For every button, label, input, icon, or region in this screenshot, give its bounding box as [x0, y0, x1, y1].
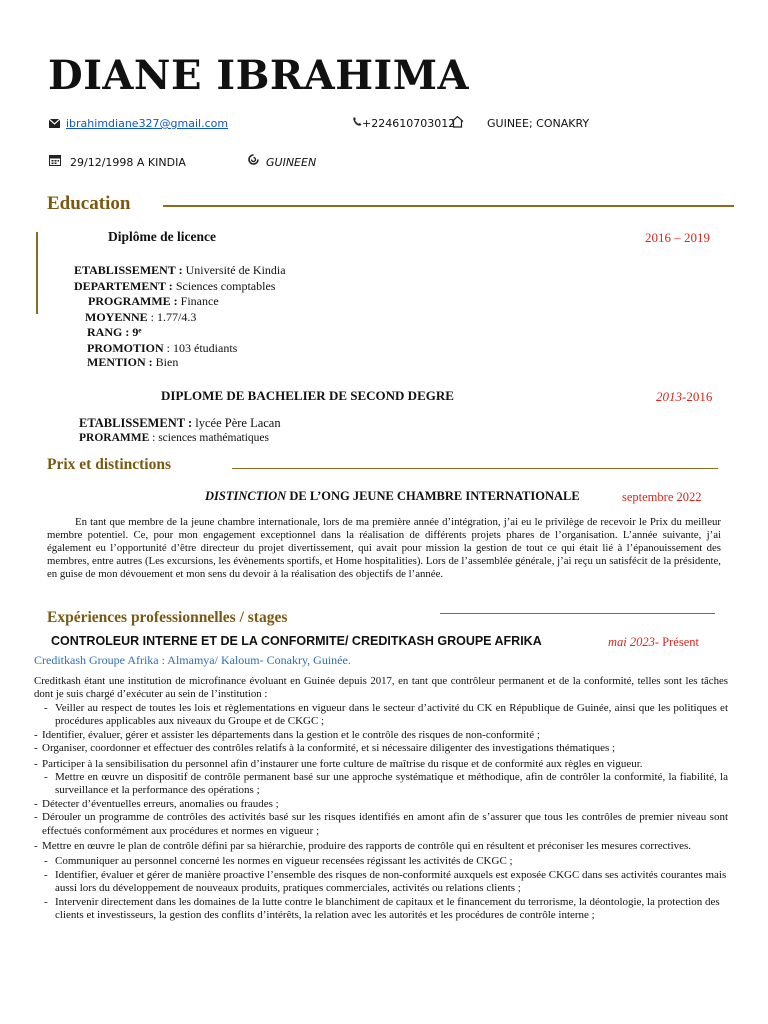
experience-rule: [440, 613, 715, 614]
detail-row: [74, 355, 286, 371]
company-location: Creditkash Groupe Afrika : Almamya/ Kaloum- Conakry, Guinée.: [34, 653, 351, 667]
degree2-details: [79, 416, 281, 446]
detail-value: : sciences mathématiques: [149, 432, 270, 444]
education-rule: [163, 205, 734, 207]
phone-number: +224610703012: [362, 117, 456, 130]
detail-label: RANG : 9ᵉ: [87, 325, 142, 339]
detail-row: [74, 341, 286, 357]
calendar-icon: [49, 154, 61, 166]
detail-label: MENTION :: [87, 355, 153, 369]
home-icon: [451, 115, 464, 128]
detail-label: ETABLISSEMENT :: [74, 263, 183, 277]
nationality-icon: [248, 154, 259, 165]
detail-label: MOYENNE: [85, 309, 148, 324]
candidate-name: DIANE IBRAHIMA: [48, 52, 470, 99]
job-date-italic: mai 2023: [608, 635, 655, 649]
detail-value: Finance: [177, 294, 219, 308]
task-text: Participer à la sensibilisation du personnel afin d’instaurer une forte culture de maîtrise du risque et de conformité aux règles en vigueur.: [42, 757, 643, 770]
detail-label: PROMOTION: [87, 340, 164, 355]
task-text: Mettre en œuvre le plan de contrôle défini par sa hiérarchie, produire des rapports de contrôle qui en résultent et préconiser les mesures correctives.: [42, 840, 692, 853]
task-text: Organiser, coordonner et effectuer des contrôles relatifs à la conformité, et si nécessaire diligenter des investigations thématiques ;: [42, 742, 616, 755]
detail-label: DEPARTEMENT :: [74, 278, 173, 293]
job-date: [608, 635, 699, 650]
degree1-title: Diplôme de licence: [108, 229, 216, 244]
award-heading-italic: DISTINCTION: [205, 489, 287, 503]
detail-value: Université de Kindia: [182, 263, 286, 277]
job-date-rest: - Présent: [654, 635, 699, 649]
nationality: GUINEEN: [266, 156, 317, 169]
task-text: Dérouler un programme de contrôles des activités basé sur les risques identifiés en amont afin de s’assurer que tous les contrôles de premier niveau sont effectués conformément aux procédures et normes en vigueur ;: [42, 811, 728, 837]
list-item: - Détecter d’éventuelles erreurs, anomalies ou fraudes ;: [34, 797, 279, 810]
detail-row: [74, 263, 286, 279]
job-title: CONTROLEUR INTERNE ET DE LA CONFORMITE/ CREDITKASH GROUPE AFRIKA: [51, 634, 542, 648]
award-date: septembre 2022: [622, 490, 702, 504]
task-text: Communiquer au personnel concerné les normes en vigueur recensées régissant les activités de CKGC ;: [55, 855, 513, 868]
task-text: Détecter d’éventuelles erreurs, anomalies ou fraudes ;: [42, 797, 279, 810]
task-text: Identifier, évaluer et gérer de manière proactive l’ensemble des risques de non-conformité auxquels est exposée CKGC dans ses activités courantes mais aussi lors du développement de nouveaux produits, pratiques commerciales, activités ou relations clients ;: [55, 868, 727, 895]
degree2-date-start: 2013: [656, 389, 682, 404]
degree1-details: [74, 263, 286, 371]
task-text: Identifier, évaluer, gérer et assister les départements dans la gestion et le contrôle des risques de non-conformité ;: [42, 728, 540, 741]
list-item: - Veiller au respect de toutes les lois et règlementations en vigueur dans le secteur d’activité du CK en République de Guinée, ainsi que les politiques et procédures applicables aux niveaux du Groupe et de CKGC ;: [44, 702, 728, 728]
award-heading: [205, 489, 580, 504]
list-item: - Intervenir directement dans les domaines de la lutte contre le blanchiment de capitaux et le financement du terrorisme, la déontologie, la protection des clients et investisseurs, la gestion des conflits d’intérêts, la relation avec les autorités et les procédures de contrôle interne ;: [44, 895, 720, 922]
detail-value: : 1.77/4.3: [147, 309, 197, 324]
task-text: Veiller au respect de toutes les lois et règlementations en vigueur dans le secteur d’activité du CK en République de Guinée, ainsi que les politiques et procédures applicables aux niveaux du Groupe et de CKGC ;: [55, 702, 728, 728]
task-list: [34, 702, 728, 923]
awards-rule: [232, 468, 718, 469]
degree1-dates: 2016 – 2019: [645, 230, 710, 245]
award-heading-rest: DE L’ONG JEUNE CHAMBRE INTERNATIONALE: [286, 489, 580, 503]
list-item: - Mettre en œuvre un dispositif de contrôle permanent basé sur une approche systématique et méthodique, afin de contrôler la conformité, la fiabilité, la surveillance et la performance des opérations ;: [44, 771, 728, 797]
job-intro: Creditkash étant une institution de microfinance évoluant en Guinée depuis 2017, en tant que contrôleur permanent et de la conformité, telles sont les tâches dont je suis chargé d’exécuter au sein de l’institution :: [34, 675, 728, 700]
list-item: - Identifier, évaluer, gérer et assister les départements dans la gestion et le contrôle des risques de non-conformité ;: [34, 728, 540, 741]
task-text: Mettre en œuvre un dispositif de contrôle permanent basé sur une approche systématique et méthodique, afin de contrôler la conformité, la fiabilité, la surveillance et la performance des opérations ;: [55, 771, 728, 797]
detail-value: Bien: [152, 355, 179, 369]
award-description: En tant que membre de la jeune chambre internationale, lors de ma première année d’intégration, j’ai eu le privilège de recevoir le Prix du meilleur membre potentiel. Ce, pour mon engagement exceptionnel dans la réalisation de différents projets phares de l’organisation. L’année suivante, j’ai également eu l’opportunité d’être directeur du projet divertissement, qui avait pour mission la gestion de tout ce qui était lié à l’épanouissement des membres, entre autres (Les excursions, les évènements sportifs, et Home hospitalities). Lors de l’assemblée générale, j’ai reçu un satisfécit de la présidente, en guise de mon dévouement et mon sens du devoir à la réalisation des objectifs de l’année.: [47, 516, 721, 580]
detail-row: [74, 325, 286, 341]
detail-row: [74, 279, 286, 295]
detail-row: [79, 416, 281, 431]
task-text: Intervenir directement dans les domaines de la lutte contre le blanchiment de capitaux et le financement du terrorisme, la déontologie, la protection des clients et investisseurs, la gestion des conflits d’intérêts, la relation avec les autorités et les procédures de contrôle interne ;: [55, 895, 720, 922]
detail-row: [74, 294, 286, 310]
experience-section-title: Expériences professionnelles / stages: [47, 609, 288, 626]
detail-value: lycée Père Lacan: [192, 416, 281, 430]
list-item: - Communiquer au personnel concerné les normes en vigueur recensées régissant les activités de CKGC ;: [44, 855, 513, 868]
detail-value: Sciences comptables: [172, 278, 276, 293]
detail-value: : 103 étudiants: [163, 340, 238, 355]
list-item: - Participer à la sensibilisation du personnel afin d’instaurer une forte culture de maîtrise du risque et de conformité aux règles en vigueur.: [34, 757, 643, 770]
detail-label: ETABLISSEMENT :: [79, 416, 193, 430]
education-section-title: Education: [47, 193, 131, 214]
address: GUINEE; CONAKRY: [487, 117, 590, 130]
degree2-date-end: -2016: [682, 389, 713, 404]
detail-label: PROGRAMME :: [88, 294, 178, 308]
email-link[interactable]: ibrahimdiane327@gmail.com: [66, 117, 229, 130]
list-item: - Identifier, évaluer et gérer de manière proactive l’ensemble des risques de non-conformité auxquels est exposée CKGC dans ses activités courantes mais aussi lors du développement de nouveaux produits, pratiques commerciales, activités ou relations clients ;: [44, 868, 727, 895]
list-item: - Organiser, coordonner et effectuer des contrôles relatifs à la conformité, et si nécessaire diligenter des investigations thématiques ;: [34, 742, 616, 755]
detail-label: PRORAMME: [79, 432, 150, 444]
detail-row: [74, 310, 286, 326]
degree2-title: DIPLOME DE BACHELIER DE SECOND DEGRE: [161, 388, 454, 403]
birth-date-place: 29/12/1998 A KINDIA: [70, 156, 186, 169]
envelope-icon: [49, 119, 60, 128]
degree2-dates: [656, 389, 712, 405]
list-item: - Dérouler un programme de contrôles des activités basé sur les risques identifiés en amont afin de s’assurer que tous les contrôles de premier niveau sont effectués conformément aux procédures et normes en vigueur ;: [34, 811, 728, 837]
list-item: - Mettre en œuvre le plan de contrôle défini par sa hiérarchie, produire des rapports de contrôle qui en résultent et préconiser les mesures correctives.: [34, 840, 692, 853]
timeline-marker: [36, 232, 38, 314]
awards-section-title: Prix et distinctions: [47, 456, 171, 473]
detail-row: [79, 431, 281, 446]
